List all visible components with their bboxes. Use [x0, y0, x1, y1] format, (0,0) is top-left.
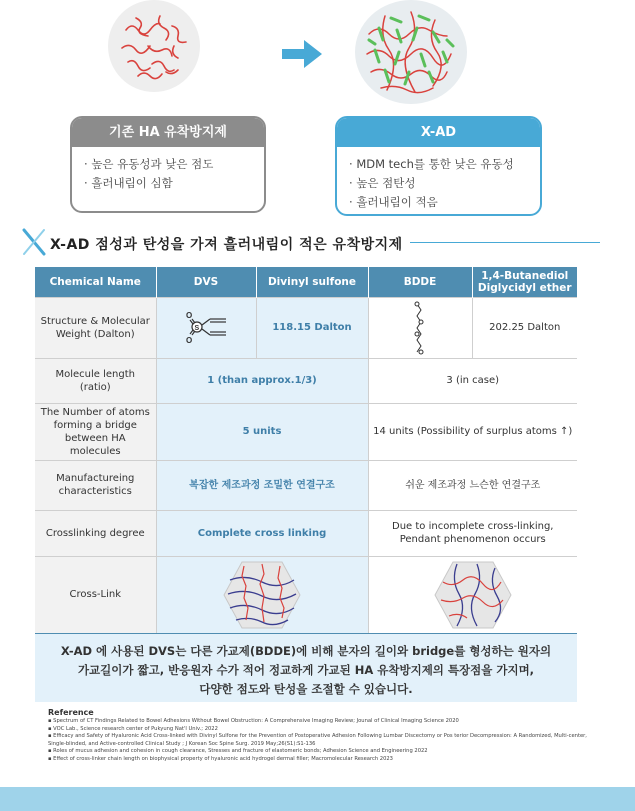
dvs-structure-cell — [156, 297, 256, 358]
references-title: Reference — [48, 708, 94, 717]
dvs-crosslinking: Complete cross linking — [156, 510, 368, 556]
bdde-manufacturing: 쉬운 제조과정 느슨한 연결구조 — [368, 460, 577, 510]
comparison-section — [0, 0, 635, 220]
table-row — [35, 460, 577, 510]
header-butanediol: 1,4-Butanediol Diglycidyl ether — [472, 267, 577, 297]
bdde-length: 3 (in case) — [368, 358, 577, 403]
section-divider — [410, 242, 600, 243]
table-header-row — [35, 267, 577, 297]
x-ad-title: X-AD — [337, 118, 540, 147]
crosslinker-comparison-table — [35, 267, 577, 635]
dvs-atoms: 5 units — [156, 403, 368, 460]
dense-crosslink-hexagon-icon — [222, 560, 302, 630]
x-ad-list — [337, 147, 540, 212]
list-item: · MDM tech를 통한 낮은 유동성 — [349, 155, 540, 174]
ha-chains-icon — [108, 0, 200, 92]
summary-line: 가교길이가 짧고, 반응원자 수가 적어 정교하게 가교된 HA 유착방지제의 특장점을 가지며, — [77, 663, 535, 677]
table-row — [35, 297, 577, 358]
list-item: · 흘러내림이 심함 — [84, 174, 264, 193]
dvs-molecule-icon — [176, 305, 236, 351]
summary-line: X-AD 에 사용된 DVS는 다른 가교제(BDDE)에 비해 분자의 길이와 bridge를 형성하는 원자의 — [60, 644, 552, 658]
reference-item: ▪ Roles of mucus adhesion and cohesion in cough clearance, Stresses and fracture of elastomeric bonds; Adhesion Science and Engineering 2022 — [48, 748, 588, 756]
svg-text:O: O — [186, 335, 193, 345]
row-label: Manufactureing characteristics — [35, 460, 156, 510]
crosslinked-chains-icon — [355, 0, 467, 104]
bdde-molecule-icon — [405, 300, 435, 356]
list-item: · 높은 유동성과 낮은 점도 — [84, 155, 264, 174]
section-header — [22, 228, 622, 258]
reference-item: ▪ Effect of cross-linker chain length on biophysical property of hyaluronic acid hydrogel dermal filler; Macromolecular Research 2023 — [48, 756, 588, 764]
table-row — [35, 403, 577, 460]
row-label: Structure & Molecular Weight (Dalton) — [35, 297, 156, 358]
section-title: X-AD 점성과 탄성을 가져 흘러내림이 적은 유착방지제 — [50, 237, 403, 253]
x-ad-logo-icon — [22, 228, 46, 256]
x-ad-box — [335, 116, 542, 216]
footer-bar — [0, 787, 635, 811]
header-bdde: BDDE — [368, 267, 472, 297]
right-arrow-icon — [282, 40, 322, 68]
header-chemical-name: Chemical Name — [35, 267, 156, 297]
references-list — [48, 718, 588, 764]
bdde-molecular-weight: 202.25 Dalton — [472, 297, 577, 358]
dvs-crosslink-image — [156, 556, 368, 634]
row-label: Cross-Link — [35, 556, 156, 634]
list-item: · 흘러내림이 적음 — [349, 193, 540, 212]
reference-item: ▪ VOC Lab., Science research center of Pukyung Nat'l Univ.; 2022 — [48, 726, 588, 734]
dvs-manufacturing: 복잡한 제조과정 조밀한 연결구조 — [156, 460, 368, 510]
ha-chains-diagram — [108, 0, 200, 92]
header-dvs: DVS — [156, 267, 256, 297]
references — [48, 708, 588, 764]
crosslinked-chains-diagram — [355, 0, 467, 104]
bdde-atoms: 14 units (Possibility of surplus atoms ↑) — [368, 403, 577, 460]
svg-text:S: S — [194, 324, 200, 332]
dvs-molecular-weight: 118.15 Dalton — [256, 297, 368, 358]
reference-item: ▪ Efficacy and Safety of Hyaluronic Acid Cross-linked with Divinyl Sulfone for the Prevention of Postoperative Adhesion Following Lumbar Discectomy or Pos terior Decompression: A Randomized, Multi-center, Single-blinded, and Active-controlled Clinical Study ; J Korean Soc Spine Surg. 2019 May;26(S1):S1-136 — [48, 733, 588, 748]
conventional-ha-list — [72, 147, 264, 193]
bdde-crosslinking: Due to incomplete cross-linking, Pendant phenomenon occurs — [368, 510, 577, 556]
summary-line: 다양한 점도와 탄성을 조절할 수 있습니다. — [199, 682, 413, 696]
table-row — [35, 510, 577, 556]
bdde-crosslink-image — [368, 556, 577, 634]
row-label: The Number of atoms forming a bridge between HA molecules — [35, 403, 156, 460]
conventional-ha-title: 기존 HA 유착방지제 — [72, 118, 264, 147]
row-label: Crosslinking degree — [35, 510, 156, 556]
bdde-structure-cell — [368, 297, 472, 358]
table-row — [35, 358, 577, 403]
summary-box — [35, 634, 577, 702]
conventional-ha-box — [70, 116, 266, 213]
header-divinyl-sulfone: Divinyl sulfone — [256, 267, 368, 297]
svg-text:O: O — [186, 310, 193, 320]
dvs-length: 1 (than approx.1/3) — [156, 358, 368, 403]
reference-item: ▪ Spectrum of CT Findings Related to Bowel Adhesions Without Bowel Obstruction: A Comprehensive Imaging Review; Jounal of Clinical Imaging Science 2020 — [48, 718, 588, 726]
row-label: Molecule length (ratio) — [35, 358, 156, 403]
loose-crosslink-hexagon-icon — [433, 560, 513, 630]
list-item: · 높은 점탄성 — [349, 174, 540, 193]
table-row — [35, 556, 577, 634]
